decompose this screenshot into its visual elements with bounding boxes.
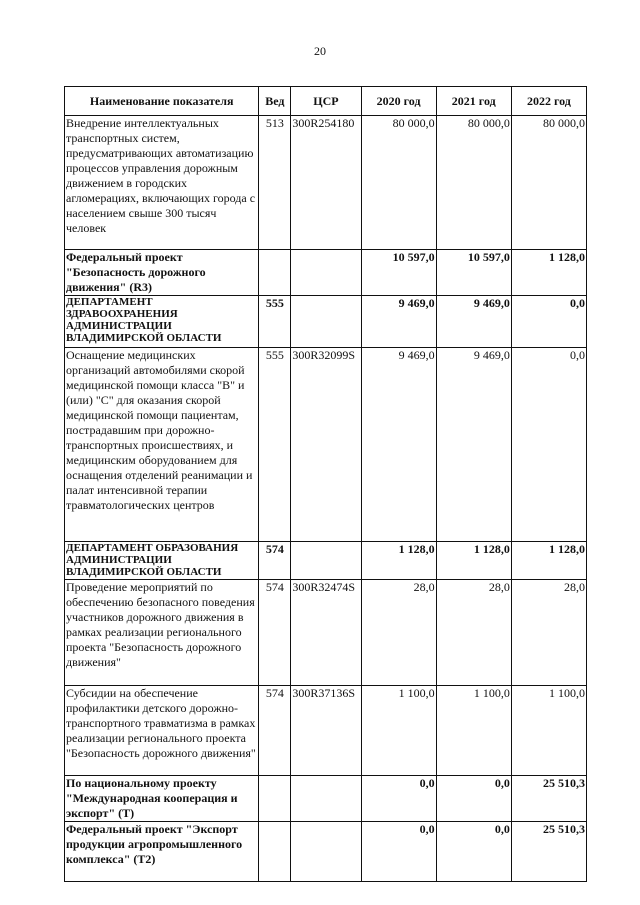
row-2021: 28,0 — [436, 580, 511, 686]
row-csr — [291, 776, 361, 822]
table-row — [65, 250, 587, 296]
header-csr: ЦСР — [291, 87, 361, 116]
row-2020: 9 469,0 — [361, 296, 436, 348]
row-2022: 25 510,3 — [511, 822, 586, 882]
row-2020: 0,0 — [361, 822, 436, 882]
budget-table — [64, 86, 587, 882]
row-name: Внедрение интеллектуальных транспортных систем, предусматривающих автоматизацию процессов управления дорожным движением в городских агломерациях, включающих города с населением свыше 300 тысяч человек — [65, 116, 259, 250]
row-2022: 28,0 — [511, 580, 586, 686]
row-2020: 28,0 — [361, 580, 436, 686]
row-2021: 1 128,0 — [436, 542, 511, 580]
row-2020: 1 128,0 — [361, 542, 436, 580]
row-csr — [291, 250, 361, 296]
row-2021: 9 469,0 — [436, 296, 511, 348]
row-2021: 0,0 — [436, 776, 511, 822]
table-row — [65, 776, 587, 822]
row-2020: 9 469,0 — [361, 348, 436, 542]
row-2022: 0,0 — [511, 348, 586, 542]
row-2021: 0,0 — [436, 822, 511, 882]
row-2022: 1 128,0 — [511, 250, 586, 296]
row-2020: 10 597,0 — [361, 250, 436, 296]
row-name: ДЕПАРТАМЕНТ ОБРАЗОВАНИЯ АДМИНИСТРАЦИИ ВЛАДИМИРСКОЙ ОБЛАСТИ — [65, 542, 259, 580]
row-2022: 80 000,0 — [511, 116, 586, 250]
row-csr — [291, 296, 361, 348]
row-ved — [259, 250, 291, 296]
row-2022: 1 128,0 — [511, 542, 586, 580]
row-csr: 300R37136S — [291, 686, 361, 776]
row-ved — [259, 822, 291, 882]
table-row — [65, 542, 587, 580]
table-row — [65, 348, 587, 542]
row-2020: 0,0 — [361, 776, 436, 822]
row-ved: 513 — [259, 116, 291, 250]
row-ved: 574 — [259, 686, 291, 776]
row-csr — [291, 542, 361, 580]
row-2021: 1 100,0 — [436, 686, 511, 776]
row-csr: 300R254180 — [291, 116, 361, 250]
row-name: Федеральный проект "Безопасность дорожного движения" (R3) — [65, 250, 259, 296]
row-csr: 300R32099S — [291, 348, 361, 542]
page-number: 20 — [314, 44, 326, 58]
row-2022: 0,0 — [511, 296, 586, 348]
row-2021: 10 597,0 — [436, 250, 511, 296]
header-name: Наименование показателя — [65, 87, 259, 116]
row-2021: 80 000,0 — [436, 116, 511, 250]
table-row — [65, 822, 587, 882]
row-name: Оснащение медицинских организаций автомобилями скорой медицинской помощи класса "В" и (или) "С" для оказания скорой медицинской помощи пациентам, пострадавшим при дорожно-транспортных происшествиях, и медицинским оборудованием для оснащения отделений реанимации и палат интенсивной терапии травматологических центров — [65, 348, 259, 542]
table-row — [65, 296, 587, 348]
header-ved: Вед — [259, 87, 291, 116]
table-row — [65, 580, 587, 686]
table-header-row — [65, 87, 587, 116]
table-row — [65, 686, 587, 776]
row-name: Проведение мероприятий по обеспечению безопасного поведения участников дорожного движения в рамках реализации регионального проекта "Безопасность дорожного движения" — [65, 580, 259, 686]
row-ved: 574 — [259, 580, 291, 686]
row-ved: 574 — [259, 542, 291, 580]
row-name: Федеральный проект "Экспорт продукции агропромышленного комплекса" (T2) — [65, 822, 259, 882]
row-ved: 555 — [259, 348, 291, 542]
row-2022: 1 100,0 — [511, 686, 586, 776]
row-csr: 300R32474S — [291, 580, 361, 686]
table-row — [65, 116, 587, 250]
header-2021: 2021 год — [436, 87, 511, 116]
row-name: По национальному проекту "Международная кооперация и экспорт" (T) — [65, 776, 259, 822]
row-csr — [291, 822, 361, 882]
header-2020: 2020 год — [361, 87, 436, 116]
row-2021: 9 469,0 — [436, 348, 511, 542]
row-2020: 80 000,0 — [361, 116, 436, 250]
row-2022: 25 510,3 — [511, 776, 586, 822]
row-name: Субсидии на обеспечение профилактики детского дорожно-транспортного травматизма в рамках реализации регионального проекта "Безопасность дорожного движения" — [65, 686, 259, 776]
row-name: ДЕПАРТАМЕНТ ЗДРАВООХРАНЕНИЯ АДМИНИСТРАЦИИ ВЛАДИМИРСКОЙ ОБЛАСТИ — [65, 296, 259, 348]
row-ved: 555 — [259, 296, 291, 348]
header-2022: 2022 год — [511, 87, 586, 116]
row-2020: 1 100,0 — [361, 686, 436, 776]
row-ved — [259, 776, 291, 822]
